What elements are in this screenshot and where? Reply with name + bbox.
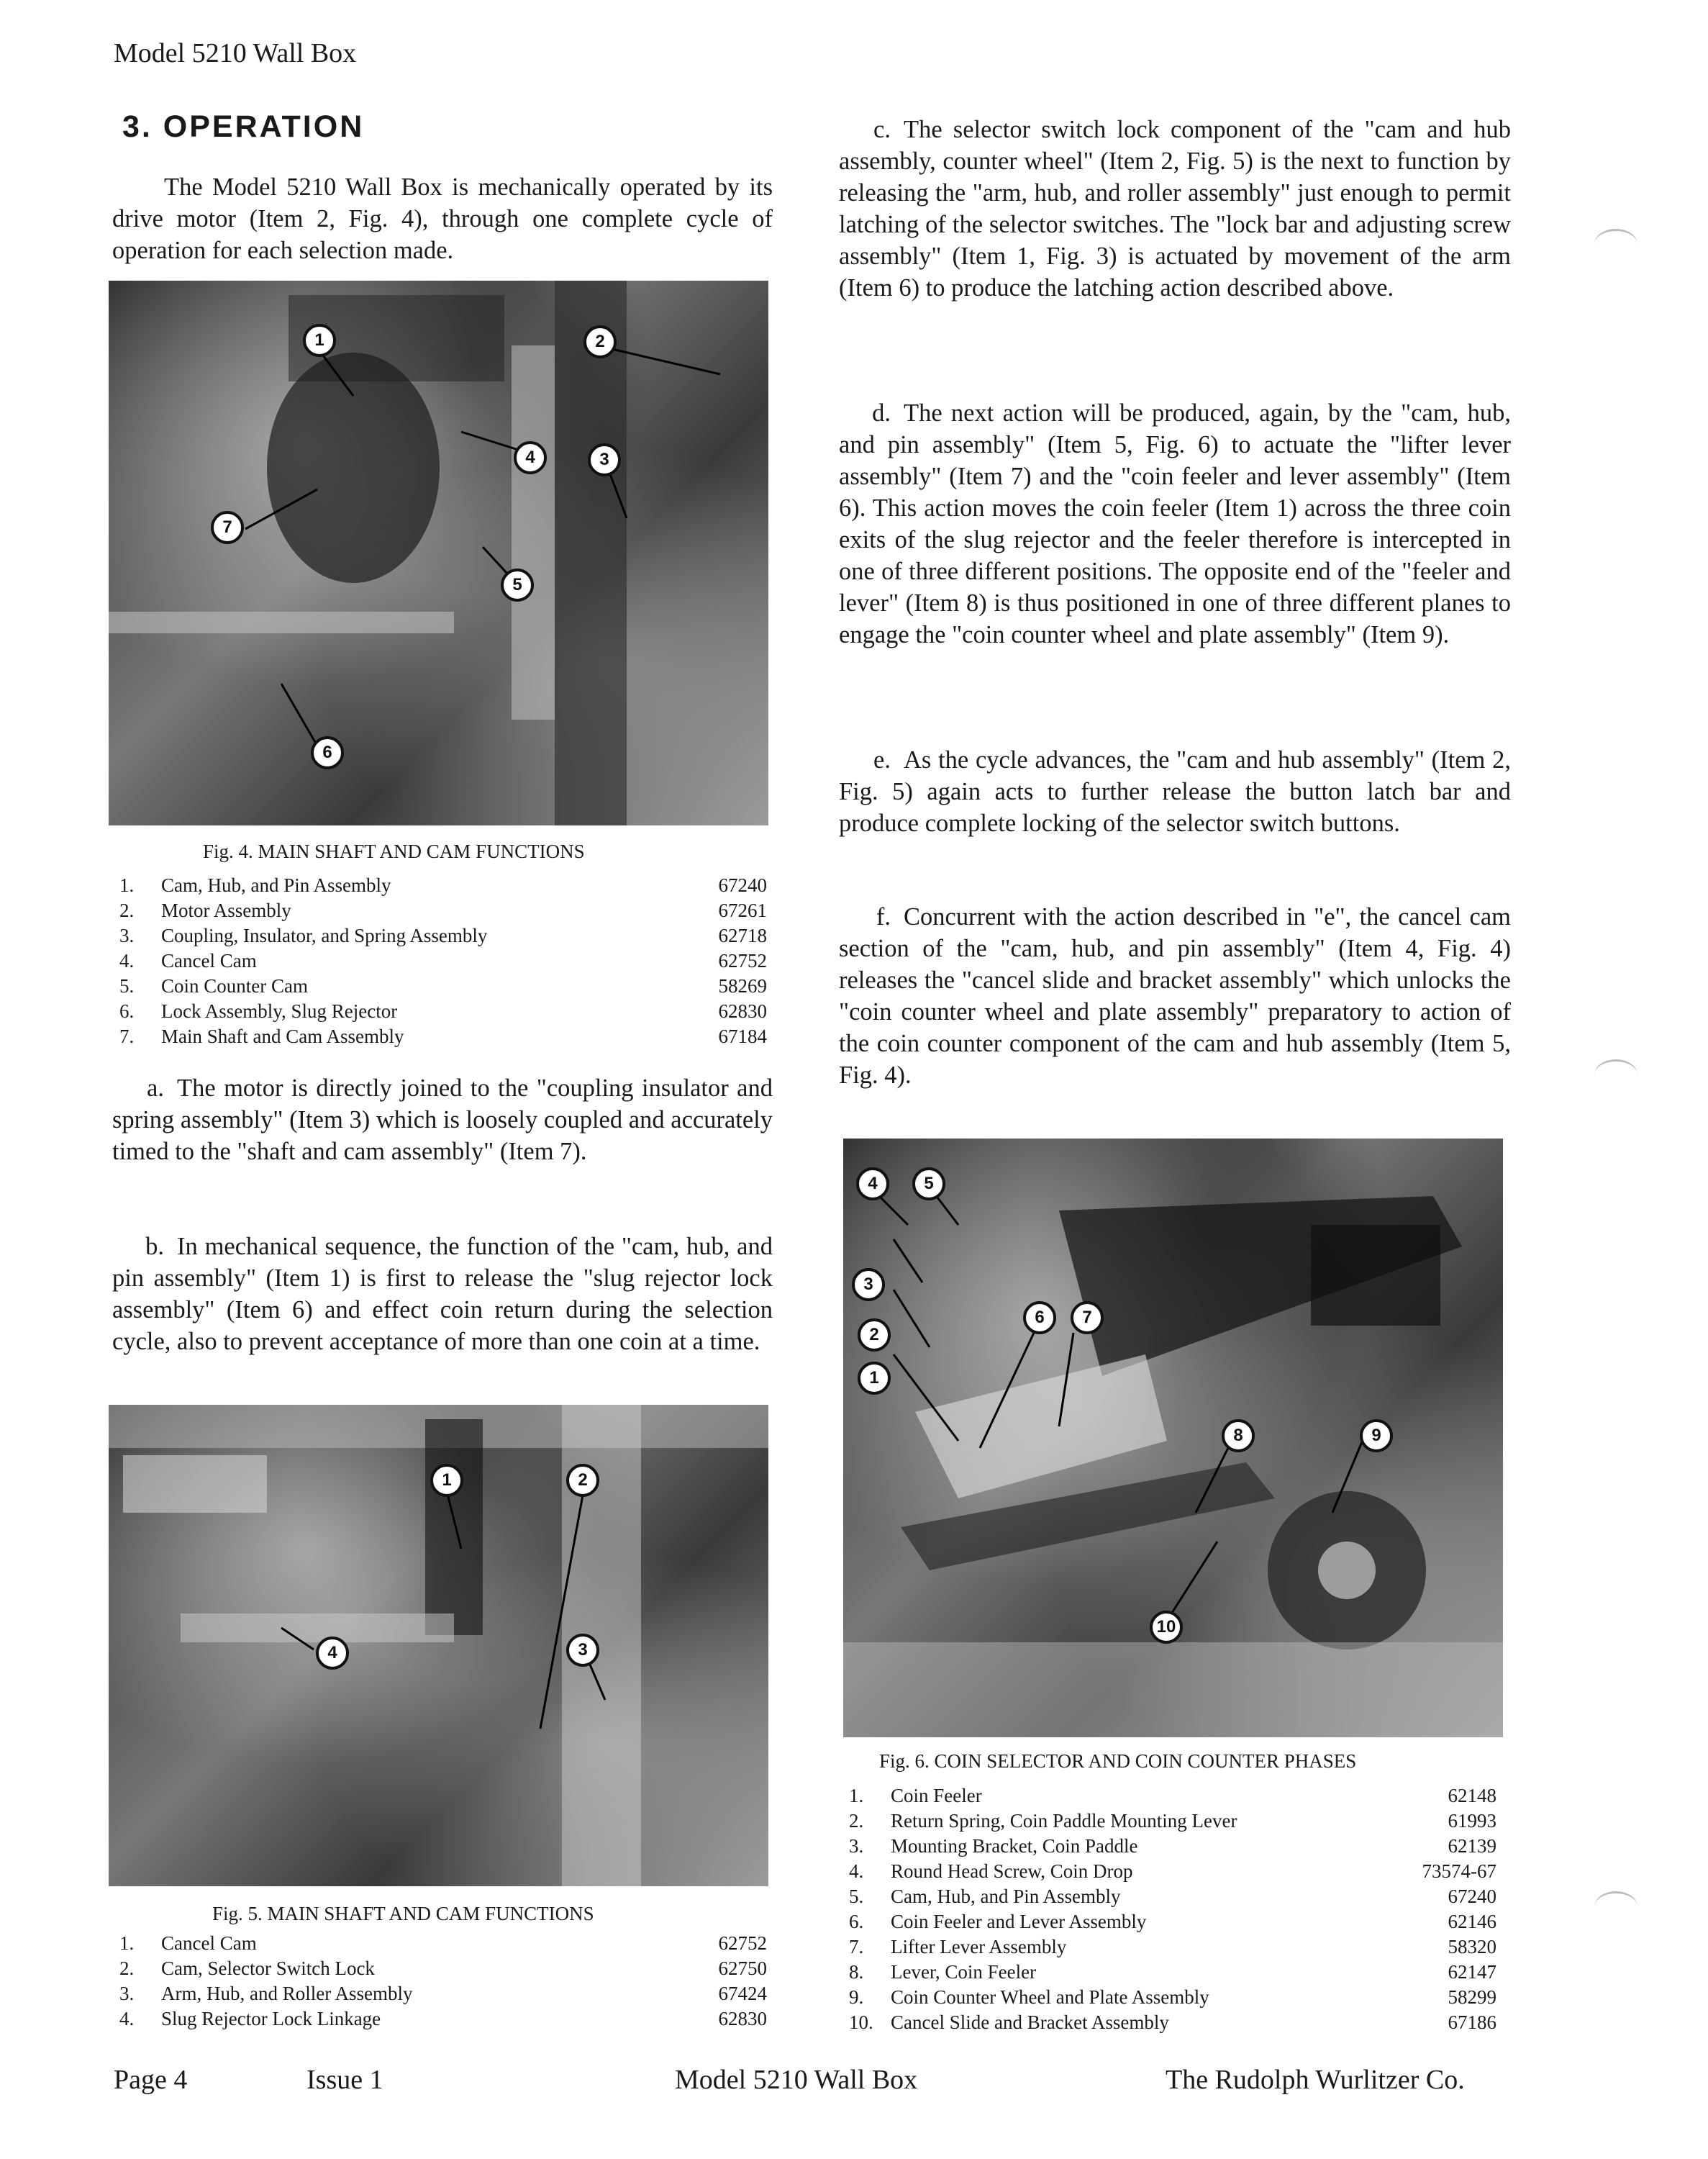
part-code: 67240 bbox=[718, 874, 767, 896]
parts-row bbox=[849, 1986, 1496, 2011]
part-number-index: 4. bbox=[119, 950, 135, 972]
part-name: Coin Counter Wheel and Plate Assembly bbox=[891, 1986, 1209, 2008]
fig4-parts-list bbox=[119, 874, 767, 1051]
fig6-callout-1: 1 bbox=[858, 1362, 891, 1395]
paragraph-d-text: The next action will be produced, again, by the "cam, hub, and pin assembly" (Item 5, Fig. 6) to actuate the "lifter lever assembly" (Item 7) and the "coin feeler and lever assembly" (Item 6). This action moves the coin feeler (Item 1) across the three coin exits of the slug rejector and the feeler therefore is intercepted in one of three different positions. The opposite end of the "feeler and lever" (Item 8) is thus positioned in one of three different planes to engage the "coin counter wheel and plate assembly" (Item 9). bbox=[839, 399, 1511, 648]
fig5-callout-1: 1 bbox=[430, 1464, 463, 1497]
part-number-index: 1. bbox=[849, 1785, 864, 1806]
part-number-index: 1. bbox=[119, 1932, 135, 1954]
paragraph-a-label: a. bbox=[147, 1074, 164, 1102]
parts-row bbox=[849, 1810, 1496, 1835]
part-number-index: 5. bbox=[849, 1886, 864, 1907]
parts-row bbox=[119, 1957, 767, 1983]
parts-row bbox=[849, 1860, 1496, 1886]
part-name: Coin Counter Cam bbox=[161, 975, 308, 997]
part-code: 62830 bbox=[718, 1000, 767, 1022]
fig6-callout-5: 5 bbox=[912, 1167, 945, 1200]
part-code: 62830 bbox=[718, 2008, 767, 2029]
part-code: 62752 bbox=[718, 1932, 767, 1954]
part-name: Mounting Bracket, Coin Paddle bbox=[891, 1835, 1138, 1857]
parts-row bbox=[119, 975, 767, 1000]
paragraph-b-text: In mechanical sequence, the function of the "cam, hub, and pin assembly" (Item 1) is first to release the "slug rejector lock assembly" (Item 6) and effect coin return during the selection cycle, also to prevent acceptance of more than one coin at a time. bbox=[112, 1233, 773, 1355]
part-code: 67184 bbox=[718, 1026, 767, 1047]
parts-row bbox=[119, 874, 767, 900]
paragraph-a bbox=[112, 1072, 773, 1167]
parts-row bbox=[119, 925, 767, 950]
fig4-callout-4: 4 bbox=[514, 441, 547, 474]
part-code: 67240 bbox=[1448, 1886, 1496, 1907]
part-number-index: 2. bbox=[119, 1957, 135, 1979]
parts-row bbox=[849, 1886, 1496, 1911]
part-code: 61993 bbox=[1448, 1810, 1496, 1832]
part-code: 62752 bbox=[718, 950, 767, 972]
intro-paragraph bbox=[112, 171, 773, 266]
part-name: Lever, Coin Feeler bbox=[891, 1961, 1037, 1983]
footer-issue: Issue 1 bbox=[306, 2065, 383, 2095]
section-title: 3. OPERATION bbox=[122, 109, 365, 144]
footer-model: Model 5210 Wall Box bbox=[675, 2065, 918, 2095]
footer-company: The Rudolph Wurlitzer Co. bbox=[1166, 2065, 1465, 2095]
part-name: Coin Feeler bbox=[891, 1785, 982, 1806]
fig5-parts-list bbox=[119, 1932, 767, 2033]
paragraph-d-label: d. bbox=[872, 399, 891, 427]
part-code: 62750 bbox=[718, 1957, 767, 1979]
paragraph-a-text: The motor is directly joined to the "coupling insulator and spring assembly" (Item 3) which is loosely coupled and accurately timed to the "shaft and cam assembly" (Item 7). bbox=[112, 1074, 773, 1165]
part-code: 67424 bbox=[718, 1983, 767, 2004]
fig6-leader-lines bbox=[843, 1139, 1503, 1737]
paragraph-d bbox=[839, 397, 1511, 651]
parts-row bbox=[849, 1911, 1496, 1936]
fig6-photo bbox=[843, 1139, 1503, 1737]
part-name: Main Shaft and Cam Assembly bbox=[161, 1026, 404, 1047]
parts-row bbox=[119, 1026, 767, 1051]
part-number-index: 7. bbox=[119, 1026, 135, 1047]
fig4-callout-5: 5 bbox=[501, 569, 534, 602]
part-name: Round Head Screw, Coin Drop bbox=[891, 1860, 1133, 1882]
fig4-photo bbox=[109, 281, 768, 825]
fig4-leader-lines bbox=[109, 281, 768, 825]
paragraph-e-text: As the cycle advances, the "cam and hub assembly" (Item 2, Fig. 5) again acts to further release the button latch bar and produce complete locking of the selector switch buttons. bbox=[839, 746, 1511, 837]
part-name: Lifter Lever Assembly bbox=[891, 1936, 1067, 1957]
part-name: Motor Assembly bbox=[161, 900, 291, 921]
part-name: Cam, Hub, and Pin Assembly bbox=[891, 1886, 1121, 1907]
paragraph-c bbox=[839, 114, 1511, 304]
parts-row bbox=[119, 950, 767, 975]
part-number-index: 4. bbox=[119, 2008, 135, 2029]
part-number-index: 4. bbox=[849, 1860, 864, 1882]
part-name: Return Spring, Coin Paddle Mounting Lever bbox=[891, 1810, 1237, 1832]
part-number-index: 2. bbox=[119, 900, 135, 921]
paragraph-e-label: e. bbox=[873, 746, 891, 774]
parts-row bbox=[119, 1000, 767, 1026]
part-number-index: 1. bbox=[119, 874, 135, 896]
part-number-index: 2. bbox=[849, 1810, 864, 1832]
page-header: Model 5210 Wall Box bbox=[114, 38, 357, 68]
binder-hole-mark bbox=[1594, 1891, 1637, 1922]
fig6-callout-2: 2 bbox=[858, 1318, 891, 1352]
parts-row bbox=[119, 1932, 767, 1957]
fig5-photo bbox=[109, 1405, 768, 1886]
binder-hole-mark bbox=[1594, 229, 1637, 260]
part-name: Lock Assembly, Slug Rejector bbox=[161, 1000, 398, 1022]
parts-row bbox=[119, 2008, 767, 2033]
fig4-caption: Fig. 4. MAIN SHAFT AND CAM FUNCTIONS bbox=[203, 841, 585, 862]
part-name: Cancel Cam bbox=[161, 1932, 257, 1954]
part-code: 58320 bbox=[1448, 1936, 1496, 1957]
fig4-callout-7: 7 bbox=[211, 511, 244, 544]
part-code: 62718 bbox=[718, 925, 767, 946]
paragraph-b-label: b. bbox=[145, 1233, 164, 1260]
fig6-callout-7: 7 bbox=[1071, 1301, 1104, 1334]
fig5-callout-2: 2 bbox=[566, 1464, 599, 1497]
part-code: 73574-67 bbox=[1422, 1860, 1496, 1882]
paragraph-e bbox=[839, 744, 1511, 839]
fig5-caption: Fig. 5. MAIN SHAFT AND CAM FUNCTIONS bbox=[212, 1903, 594, 1924]
part-name: Cam, Selector Switch Lock bbox=[161, 1957, 375, 1979]
fig6-callout-8: 8 bbox=[1222, 1419, 1255, 1452]
part-name: Cam, Hub, and Pin Assembly bbox=[161, 874, 391, 896]
parts-row bbox=[849, 1961, 1496, 1986]
fig6-callout-6: 6 bbox=[1023, 1301, 1056, 1334]
paragraph-c-text: The selector switch lock component of the "cam and hub assembly, counter wheel" (Item 2, Fig. 5) is the next to function by releasing the "arm, hub, and roller assembly" just enough to permit latching of the selector switches. The "lock bar and adjusting screw assembly" (Item 1, Fig. 3) is actuated by movement of the arm (Item 6) to produce the latching action described above. bbox=[839, 116, 1511, 302]
part-code: 58269 bbox=[718, 975, 767, 997]
fig6-parts-list bbox=[849, 1785, 1496, 2037]
part-name: Slug Rejector Lock Linkage bbox=[161, 2008, 381, 2029]
parts-row bbox=[849, 2011, 1496, 2037]
fig4-callout-1: 1 bbox=[303, 324, 336, 357]
fig6-callout-4: 4 bbox=[856, 1167, 889, 1200]
parts-row bbox=[119, 1983, 767, 2008]
parts-row bbox=[849, 1936, 1496, 1961]
intro-text: The Model 5210 Wall Box is mechanically operated by its drive motor (Item 2, Fig. 4), through one complete cycle of operation for each selection made. bbox=[112, 173, 773, 264]
part-name: Cancel Slide and Bracket Assembly bbox=[891, 2011, 1169, 2033]
parts-row bbox=[119, 900, 767, 925]
part-code: 62148 bbox=[1448, 1785, 1496, 1806]
fig6-callout-9: 9 bbox=[1360, 1419, 1393, 1452]
part-code: 67261 bbox=[718, 900, 767, 921]
part-number-index: 9. bbox=[849, 1986, 864, 2008]
part-number-index: 6. bbox=[849, 1911, 864, 1932]
fig4-callout-6: 6 bbox=[311, 736, 344, 769]
binder-hole-mark bbox=[1594, 1059, 1637, 1090]
part-number-index: 10. bbox=[849, 2011, 873, 2033]
fig4-callout-2: 2 bbox=[583, 325, 617, 358]
part-number-index: 8. bbox=[849, 1961, 864, 1983]
paragraph-f bbox=[839, 901, 1511, 1091]
paragraph-c-label: c. bbox=[873, 116, 891, 143]
paragraph-b bbox=[112, 1231, 773, 1357]
fig6-callout-3: 3 bbox=[852, 1268, 885, 1301]
fig4-callout-3: 3 bbox=[588, 443, 621, 476]
part-number-index: 3. bbox=[119, 1983, 135, 2004]
part-name: Cancel Cam bbox=[161, 950, 257, 972]
fig5-callout-3: 3 bbox=[566, 1634, 599, 1667]
part-number-index: 5. bbox=[119, 975, 135, 997]
part-name: Arm, Hub, and Roller Assembly bbox=[161, 1983, 413, 2004]
parts-row bbox=[849, 1835, 1496, 1860]
fig6-caption: Fig. 6. COIN SELECTOR AND COIN COUNTER PHASES bbox=[879, 1750, 1357, 1772]
paragraph-f-label: f. bbox=[876, 903, 891, 931]
part-code: 62147 bbox=[1448, 1961, 1496, 1983]
fig6-callout-10: 10 bbox=[1150, 1611, 1183, 1644]
paragraph-f-text: Concurrent with the action described in "e", the cancel cam section of the "cam, hub, and pin assembly" (Item 4, Fig. 4) releases the "cancel slide and bracket assembly" which unlocks the "coin counter wheel and plate assembly" preparatory to action of the coin counter component of the cam and hub assembly (Item 5, Fig. 4). bbox=[839, 903, 1511, 1089]
part-code: 67186 bbox=[1448, 2011, 1496, 2033]
part-number-index: 7. bbox=[849, 1936, 864, 1957]
part-number-index: 3. bbox=[119, 925, 135, 946]
part-number-index: 6. bbox=[119, 1000, 135, 1022]
part-code: 62139 bbox=[1448, 1835, 1496, 1857]
part-code: 58299 bbox=[1448, 1986, 1496, 2008]
part-name: Coin Feeler and Lever Assembly bbox=[891, 1911, 1147, 1932]
fig5-callout-4: 4 bbox=[316, 1637, 349, 1670]
part-name: Coupling, Insulator, and Spring Assembly bbox=[161, 925, 488, 946]
part-number-index: 3. bbox=[849, 1835, 864, 1857]
part-code: 62146 bbox=[1448, 1911, 1496, 1932]
parts-row bbox=[849, 1785, 1496, 1810]
footer-page: Page 4 bbox=[114, 2065, 188, 2095]
